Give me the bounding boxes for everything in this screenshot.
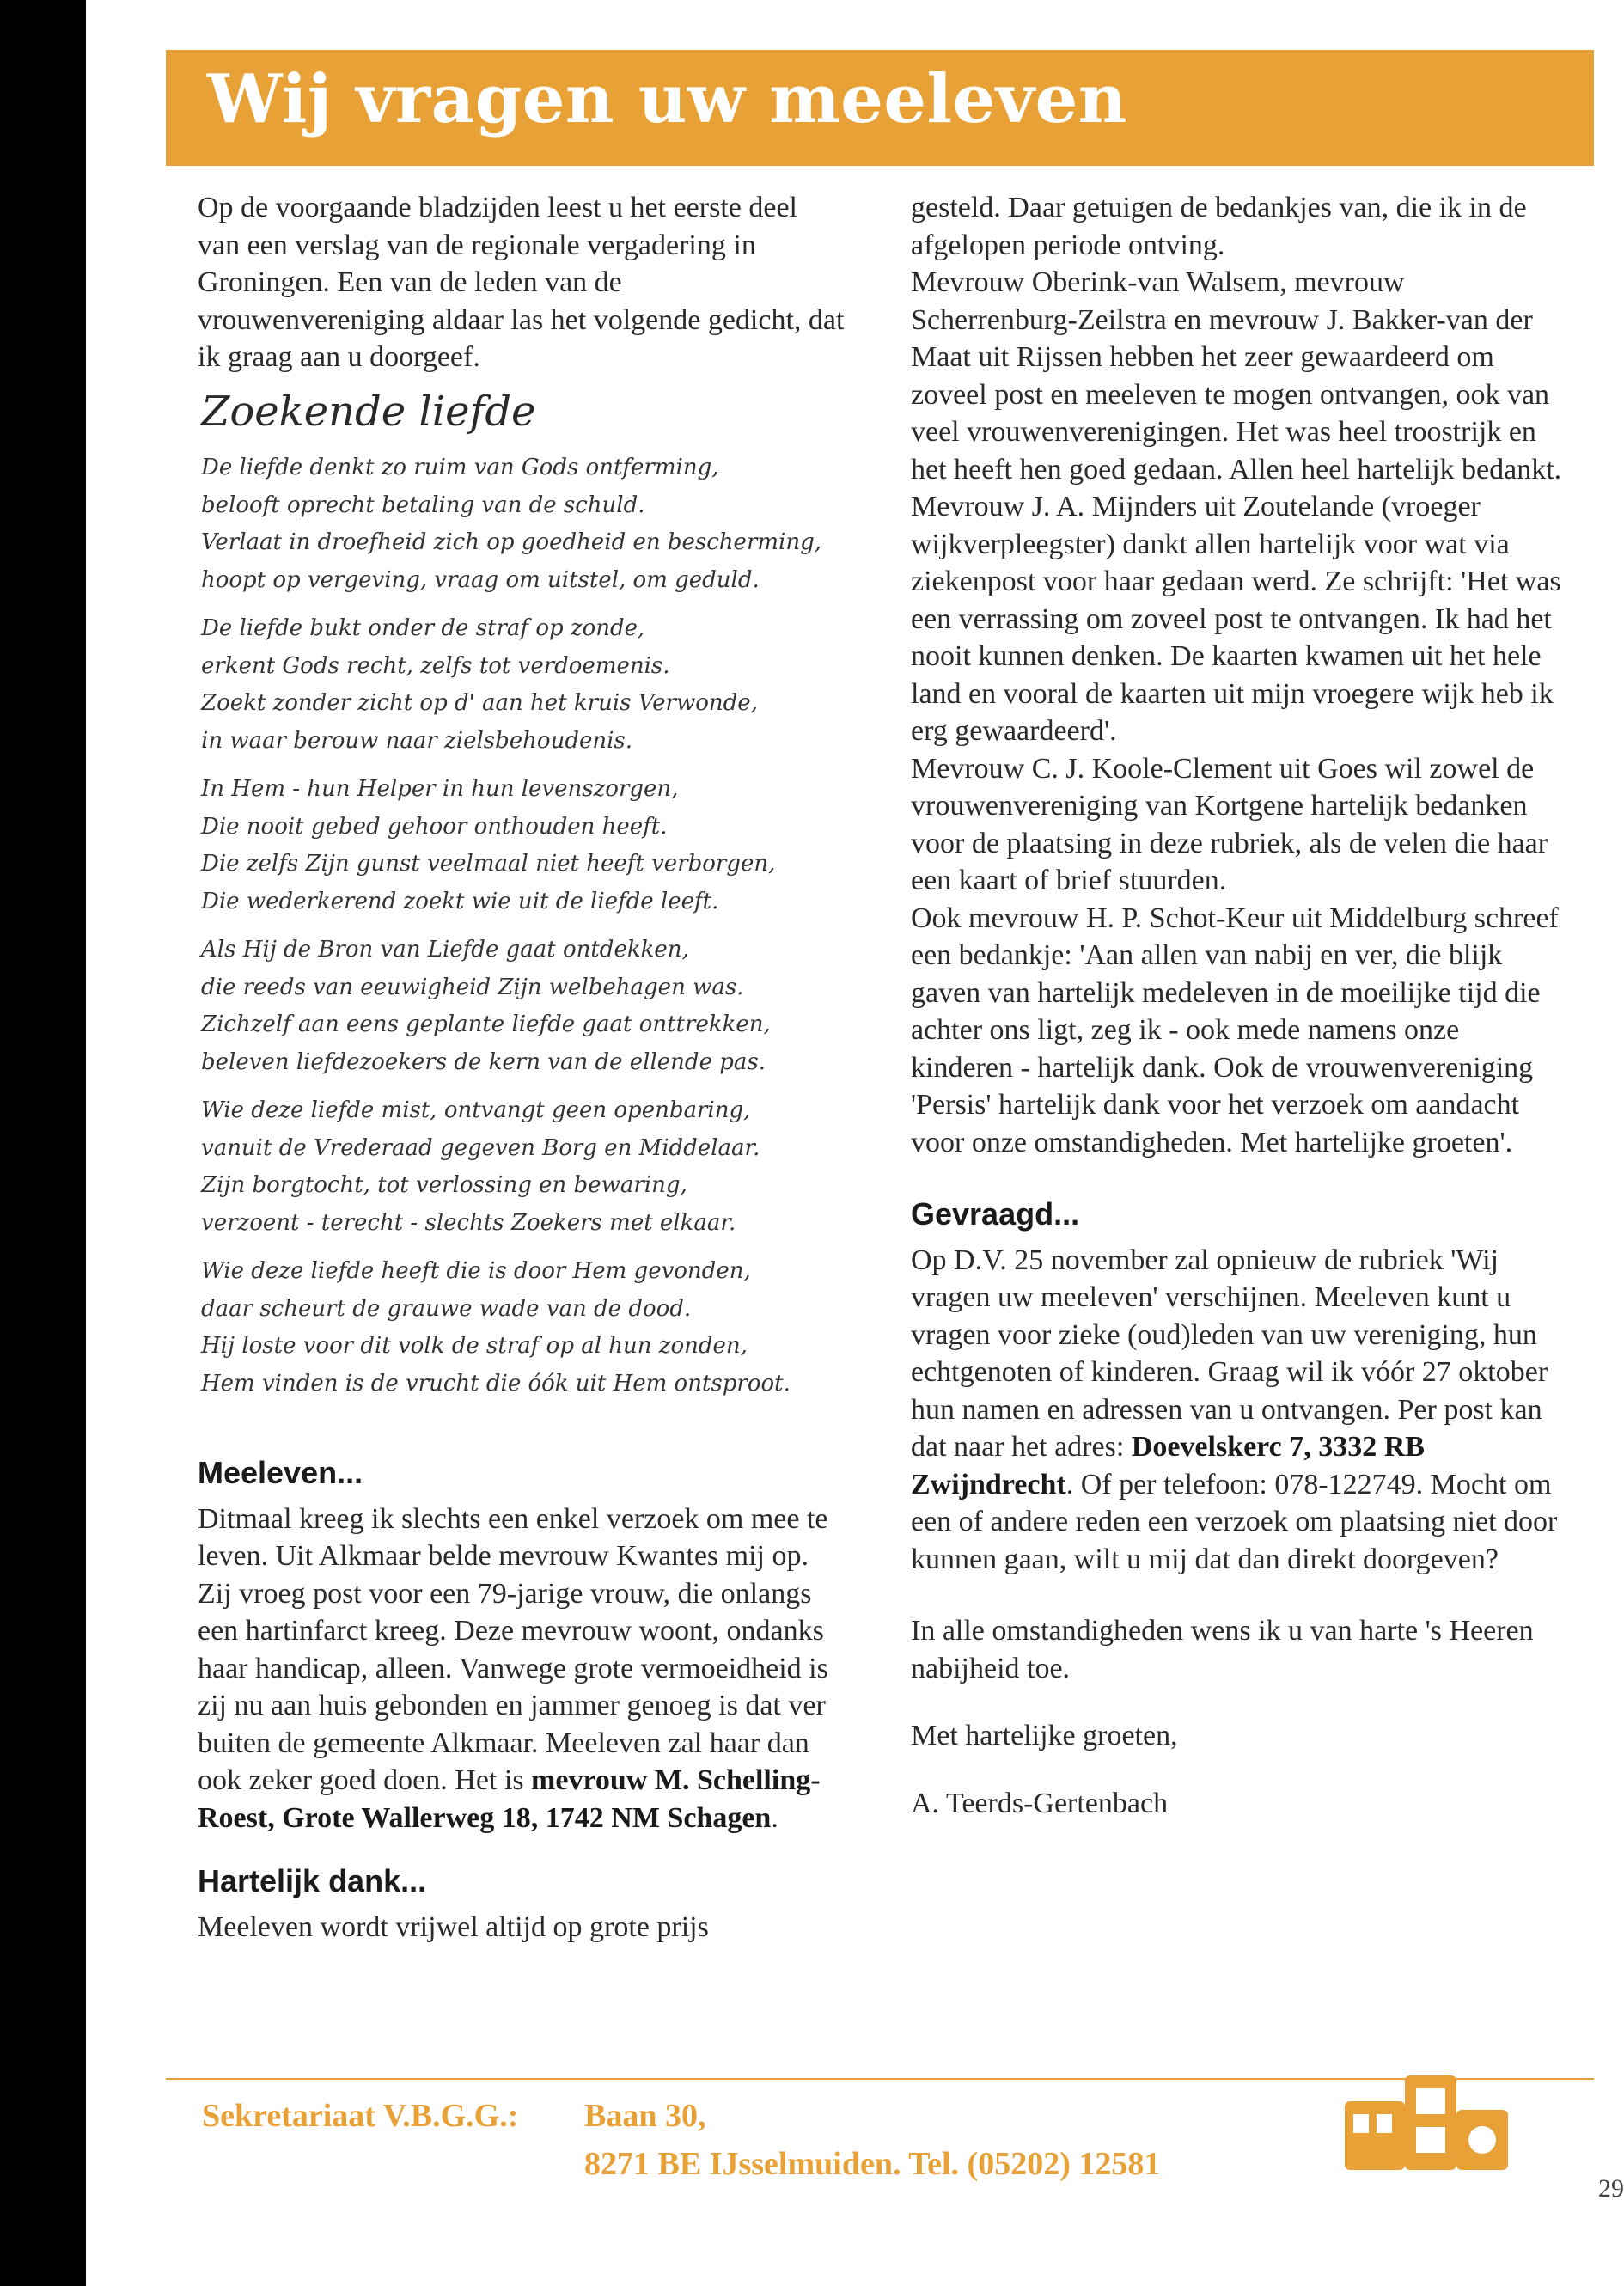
page-number: 29 <box>1598 2174 1624 2203</box>
poem-line: Die wederkerend zoekt wie uit de liefde leeft. <box>201 888 719 914</box>
gevraagd-heading: Gevraagd... <box>911 1196 1080 1232</box>
poem-line: hoopt op vergeving, vraag om uitstel, om geduld. <box>201 566 760 593</box>
meeleven-text: Ditmaal kreeg ik slechts een enkel verzoek om mee te leven. Uit Alkmaar belde mevrouw Kwantes mij op. Zij vroeg post voor een 79-jarige vrouw, die onlangs een hartinfarct kreeg. Deze mevrouw woont, ondanks haar handicap, alleen. Vanwege grote vermoeidheid is zij nu aan huis gebonden en jammer genoeg is dat ver buiten de gemeente Alkmaar. Meeleven zal haar dan ook zeker goed doen. Het is <box>198 1502 828 1796</box>
continued-paragraph: gesteld. Daar getuigen de bedankjes van, die ik in de afgelopen periode ontving. <box>911 192 1527 261</box>
poem-line: In Hem - hun Helper in hun levenszorgen, <box>201 776 679 802</box>
closing-wish: In alle omstandigheden wens ik u van harte 's Heeren nabijheid toe. <box>911 1615 1534 1684</box>
meeleven-address: mevrouw M. Schelling-Roest, Grote Wallerweg 18, 1742 NM Schagen <box>198 1764 821 1834</box>
intro-paragraph: Op de voorgaande bladzijden leest u het eerste deel van een verslag van de regionale vergadering in Groningen. Een van de leden van de vrouwenvereniging aldaar las het volgende gedicht, dat ik graag aan u doorgeef. <box>198 192 845 373</box>
footer-address-line-2: 8271 BE IJsselmuiden. Tel. (05202) 12581 <box>584 2146 1161 2182</box>
thanks-paragraph-3: Mevrouw C. J. Koole-Clement uit Goes wil zowel de vrouwenvereniging van Kortgene hartelijk bedanken voor de plaatsing in deze rubriek, als de velen die haar een kaart of brief stuurden. <box>911 752 1548 896</box>
poem-title: Zoekende liefde <box>201 387 536 436</box>
page <box>86 0 1624 2286</box>
poem-line: in waar berouw naar zielsbehoudenis. <box>201 727 633 754</box>
poem-line: Hij loste voor dit volk de straf op al hun zonden, <box>201 1333 748 1359</box>
poem-line: Zijn borgtocht, tot verlossing en bewaring, <box>201 1172 687 1198</box>
closing-greeting: Met hartelijke groeten, <box>911 1720 1178 1751</box>
poem-line: Die zelfs Zijn gunst veelmaal niet heeft verborgen, <box>201 851 776 877</box>
poem-stanza <box>201 1253 846 1403</box>
poem-line: verzoent - terecht - slechts Zoekers met elkaar. <box>201 1209 736 1236</box>
poem-line: erkent Gods recht, zelfs tot verdoemenis. <box>201 652 670 679</box>
poem-stanza <box>201 932 846 1081</box>
gevraagd-text: Op D.V. 25 november zal opnieuw de rubriek 'Wij vragen uw meeleven' verschijnen. Meeleven kunt u vragen voor zieke (oud)leden van uw vereniging, hun echtgenoten of kinderen. Graag wil ik vóór 27 oktober hun namen en adressen van u ontvangen. Per post kan dat naar het adres: <box>911 1244 1548 1463</box>
poem-line: De liefde bukt onder de straf op zonde, <box>201 615 645 641</box>
left-column <box>198 189 846 1946</box>
poem-line: Als Hij de Bron van Liefde gaat ontdekken, <box>201 937 689 963</box>
poem-line: Zoekt zonder zicht op d' aan het kruis Verwonde, <box>201 690 758 716</box>
poem-stanza <box>201 449 846 599</box>
meeleven-heading: Meeleven... <box>198 1455 363 1490</box>
page-title: Wij vragen uw meeleven <box>207 60 1127 138</box>
poem-line: belooft oprecht betaling van de schuld. <box>201 492 645 518</box>
poem-line: Wie deze liefde mist, ontvangt geen openbaring, <box>201 1097 751 1123</box>
footer-address-line-1: Baan 30, <box>584 2098 706 2134</box>
footer-secretariat-label: Sekretariaat V.B.G.G.: <box>202 2098 519 2134</box>
poem-stanza <box>201 771 846 920</box>
poem-line: die reeds van eeuwigheid Zijn welbehagen was. <box>201 974 744 1000</box>
poem-line: Die nooit gebed gehoor onthouden heeft. <box>201 813 668 840</box>
section-header <box>166 50 1594 166</box>
signature: A. Teerds-Gertenbach <box>911 1787 1169 1819</box>
poem-line: Verlaat in droefheid zich op goedheid en bescherming, <box>201 529 821 555</box>
poem-stanza <box>201 610 846 760</box>
gevraagd-address: Doevelskerc 7, 3332 RB Zwijndrecht <box>911 1431 1425 1501</box>
thanks-paragraph-2: Mevrouw J. A. Mijnders uit Zoutelande (vroeger wijkverpleegster) dankt allen hartelijk voor wat via ziekenpost voor haar gedaan werd. Ze schrijft: 'Het was een verrassing om zoveel post te ontvangen. Ik had het nooit kunnen denken. De kaarten kwamen uit het hele land en vooral de kaarten uit mijn vroegere wijk heb ik erg gewaardeerd'. <box>911 491 1561 747</box>
thanks-paragraph-1: Mevrouw Oberink-van Walsem, mevrouw Scherrenburg-Zeilstra en mevrouw J. Bakker-van der Maat uit Rijssen hebben het zeer gewaardeerd om zoveel post en meeleven te mogen ontvangen, ook van veel vrouwenverenigingen. Het was heel troostrijk en het heeft hen goed gedaan. Allen heel hartelijk bedankt. <box>911 266 1562 486</box>
poem-line: daar scheurt de grauwe wade van de dood. <box>201 1295 692 1322</box>
right-column <box>911 189 1564 1822</box>
dank-paragraph: Meeleven wordt vrijwel altijd op grote prijs <box>198 1910 709 1943</box>
poem-line: Zichzelf aan eens geplante liefde gaat onttrekken, <box>201 1012 771 1037</box>
poem-line: vanuit de Vrederaad gegeven Borg en Middelaar. <box>201 1134 760 1161</box>
poem-stanza <box>201 1092 846 1242</box>
meeleven-paragraph <box>198 1501 846 1837</box>
vbgg-logo-icon <box>1340 2067 1521 2179</box>
gevraagd-text-end: . Of per telefoon: 078-122749. Mocht om een of andere reden een verzoek om plaatsing niet door kunnen gaan, wilt u mij dat dan direkt doorgeven? <box>911 1468 1558 1575</box>
poem-line: Wie deze liefde heeft die is door Hem gevonden, <box>201 1258 751 1284</box>
thanks-paragraph-4: Ook mevrouw H. P. Schot-Keur uit Middelburg schreef een bedankje: 'Aan allen van nabij en ver, die blijk gaven van hartelijk medeleven in de moeilijke tijd die achter ons ligt, zeg ik - ook mede namens onze kinderen - hartelijk dank. Ook de vrouwenvereniging 'Persis' hartelijk dank voor het verzoek om aandacht voor onze omstandigheden. Met hartelijke groeten'. <box>911 902 1559 1158</box>
gevraagd-paragraph <box>911 1242 1564 1579</box>
dank-heading: Hartelijk dank... <box>198 1863 427 1898</box>
poem-line: De liefde denkt zo ruim van Gods ontferming, <box>201 455 719 480</box>
page-binding-edge <box>0 0 86 2286</box>
poem-line: beleven liefdezoekers de kern van de ellende pas. <box>201 1048 766 1075</box>
meeleven-end: . <box>771 1801 778 1834</box>
poem-line: Hem vinden is de vrucht die óók uit Hem ontsproot. <box>201 1370 791 1397</box>
